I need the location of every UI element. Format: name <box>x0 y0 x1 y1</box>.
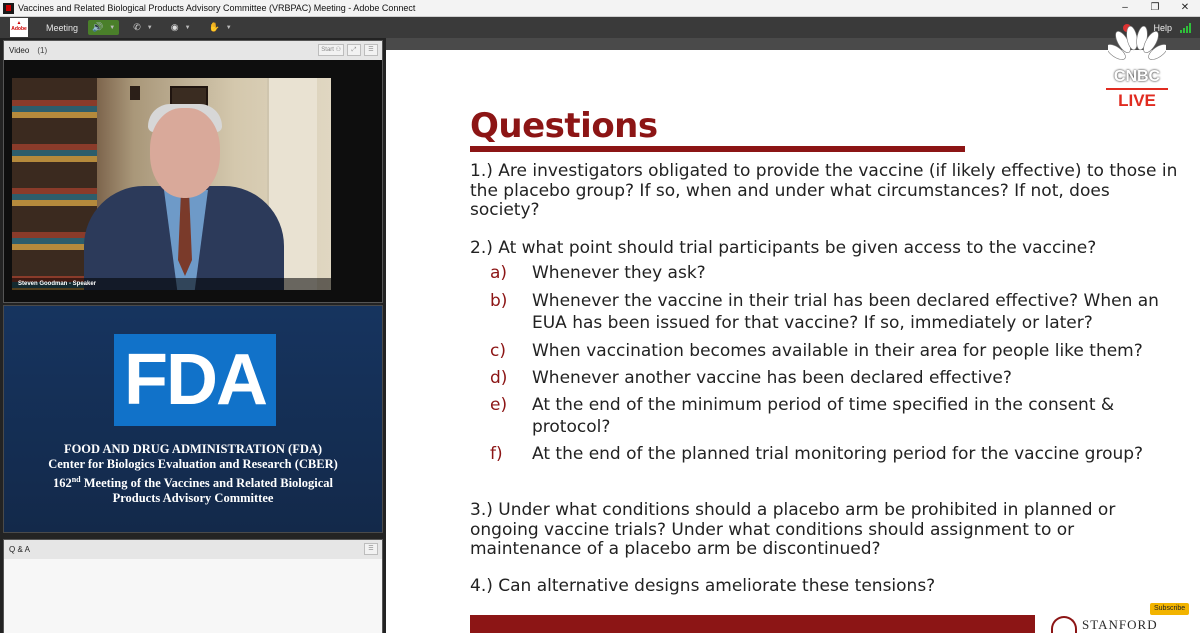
meeting-menu[interactable]: Meeting <box>46 22 79 33</box>
question-2-item-f: f) At the end of the planned trial monitoring period for the vaccine group? <box>490 444 1144 464</box>
qa-content-area[interactable] <box>4 559 382 633</box>
help-menu[interactable]: Help <box>1153 22 1172 33</box>
slide-title: Questions <box>470 106 658 146</box>
pod-menu-icon[interactable]: ☰ <box>364 543 378 555</box>
meeting-toolbar <box>0 17 1200 38</box>
video-pod-title: Video <box>9 46 30 55</box>
window-title-bar <box>0 0 1200 17</box>
pod-menu-icon[interactable]: ☰ <box>364 44 378 56</box>
fda-banner-text <box>4 442 382 506</box>
fda-line-1: FOOD AND DRUG ADMINISTRATION (FDA) <box>63 442 323 456</box>
fda-banner-pod <box>3 305 383 533</box>
speaker-name-label: Steven Goodman - Speaker <box>12 278 331 290</box>
raise-hand-icon: ✋ <box>208 22 220 32</box>
close-button[interactable]: ✕ <box>1180 2 1190 13</box>
subscribe-button[interactable]: Subscribe <box>1150 603 1189 615</box>
phone-icon: ✆ <box>133 22 141 32</box>
adobe-logo: ▲ Adobe <box>10 18 28 37</box>
qa-pod-title: Q & A <box>9 545 30 554</box>
cnbc-peacock-icon <box>1108 26 1166 66</box>
question-3: 3.) Under what conditions should a placebo arm be prohibited in planned or ongoing vaccine trials? Under what conditions should assignment to or maintenance of a placebo arm be discontinued? <box>470 500 1116 559</box>
video-feed-area <box>4 60 382 302</box>
question-2-item-c: c) When vaccination becomes available in their area for people like them? <box>490 341 1143 361</box>
qa-pod-header <box>4 540 382 559</box>
connection-signal-icon <box>1180 23 1192 33</box>
fda-line-3: 162nd Meeting of the Vaccines and Related Biological <box>52 475 334 491</box>
fda-line-2: Center for Biologics Evaluation and Research (CBER) <box>48 457 338 471</box>
stanford-logo: STANFORD <box>1051 616 1158 633</box>
left-pod-column <box>0 38 386 633</box>
maximize-button[interactable]: ❐ <box>1150 2 1160 13</box>
raise-hand-control[interactable] <box>205 20 236 35</box>
share-pod <box>386 38 1200 633</box>
chevron-down-icon: ▼ <box>146 24 153 31</box>
speaker-video <box>12 78 331 290</box>
question-2-item-b: b) Whenever the vaccine in their trial has been declared effective? When an EUA has been issued for that vaccine? If so, immediately or later? <box>490 291 1159 333</box>
title-underline <box>470 146 965 152</box>
video-pod-header <box>4 41 382 60</box>
video-pod <box>3 40 383 303</box>
webcam-icon: ◉ <box>170 22 179 32</box>
qa-pod <box>3 539 383 633</box>
presentation-slide <box>386 50 1200 633</box>
fda-line-4: Products Advisory Committee <box>112 491 274 506</box>
speaker-control[interactable] <box>88 20 119 35</box>
fda-banner <box>4 306 382 532</box>
webcam-control[interactable] <box>167 20 195 35</box>
speaker-icon: 🔊 <box>92 22 104 32</box>
cnbc-live-bug <box>1096 26 1178 112</box>
question-4: 4.) Can alternative designs ameliorate these tensions? <box>470 576 936 596</box>
question-2-item-e: e) At the end of the minimum period of time specified in the consent & protocol? <box>490 395 1115 437</box>
share-pod-header <box>386 38 1200 50</box>
chevron-down-icon: ▼ <box>109 24 116 31</box>
question-2-item-d: d) Whenever another vaccine has been declared effective? <box>490 368 1012 388</box>
stanford-seal-icon <box>1051 616 1077 633</box>
cnbc-logo-text: CNBC <box>1113 68 1161 85</box>
chevron-down-icon: ▼ <box>184 24 191 31</box>
fda-logo: FDA <box>114 334 276 426</box>
chevron-down-icon: ▼ <box>225 24 232 31</box>
adobe-connect-app-icon <box>3 3 14 14</box>
start-webcam-button[interactable]: Start ⚇ <box>318 44 344 56</box>
window-title: Vaccines and Related Biological Products Advisory Committee (VRBPAC) Meeting - Adobe Connect <box>18 3 416 13</box>
question-1: 1.) Are investigators obligated to provide the vaccine (if likely effective) to those in the placebo group? If so, when and under what circumstances? If not, does society? <box>470 161 1178 220</box>
fullscreen-icon[interactable]: ⤢ <box>347 44 361 56</box>
question-2-item-a: a) Whenever they ask? <box>490 263 706 283</box>
minimize-button[interactable]: – <box>1122 2 1128 13</box>
question-2: 2.) At what point should trial participants be given access to the vaccine? <box>470 238 1097 258</box>
phone-control[interactable] <box>129 20 157 35</box>
live-indicator: LIVE <box>1106 88 1168 111</box>
video-count: (1) <box>37 46 48 55</box>
slide-footer-bar <box>470 615 1035 633</box>
